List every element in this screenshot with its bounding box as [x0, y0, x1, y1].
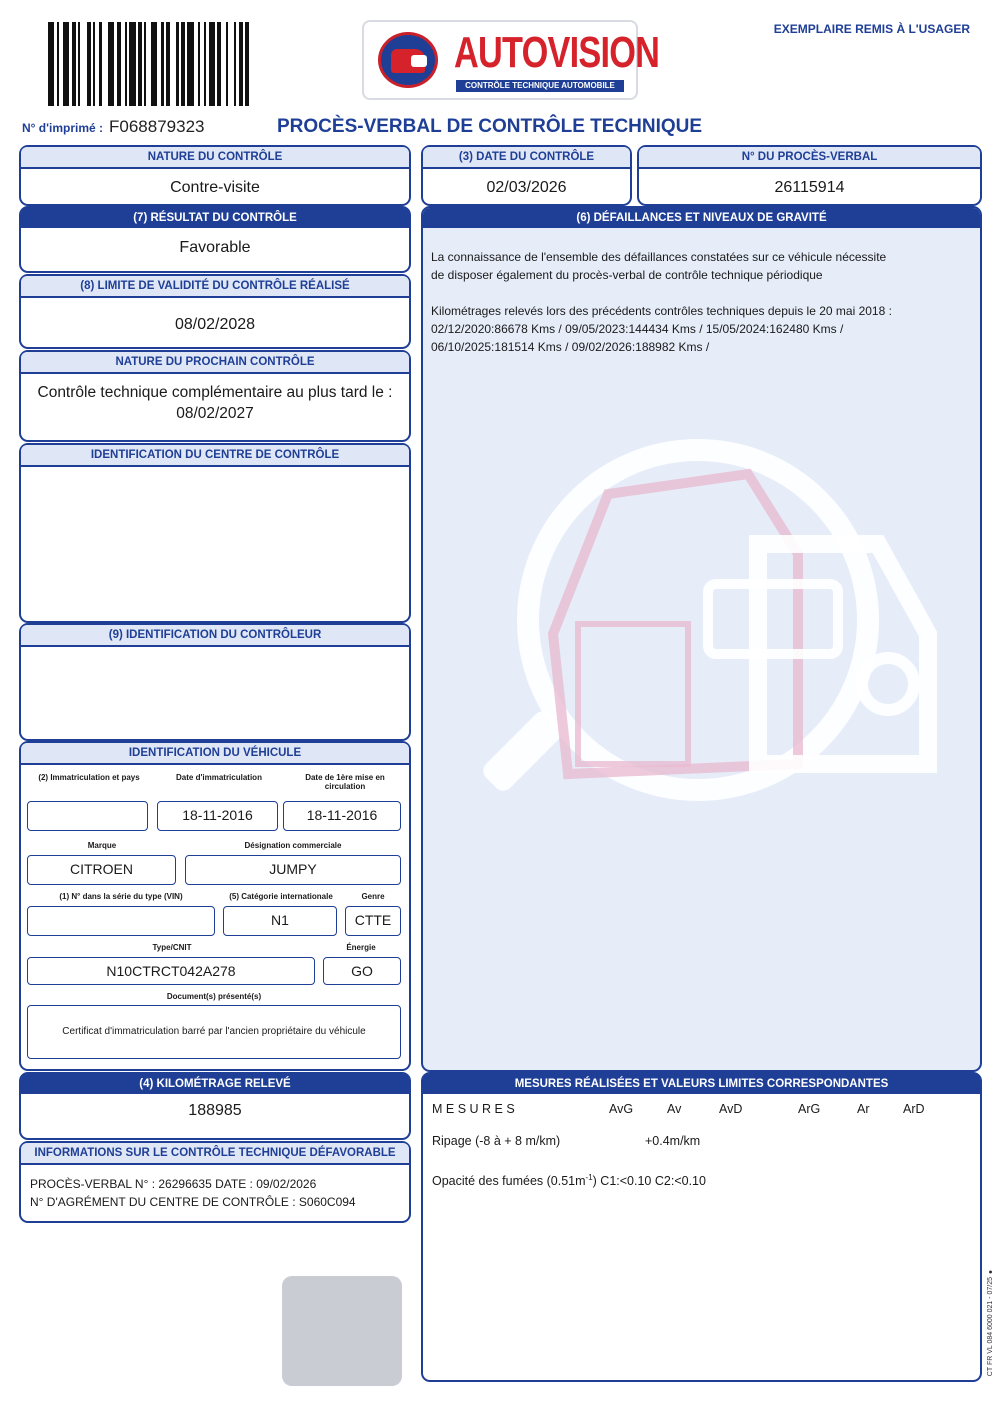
car-magnifier-icon: [378, 32, 438, 88]
unfavorable-info-label: INFORMATIONS SUR LE CONTRÔLE TECHNIQUE DÉFAVORABLE: [21, 1143, 409, 1165]
energy-field: GO: [323, 957, 401, 985]
type-field: N10CTRCT042A278: [27, 957, 315, 985]
next-control-line2: 08/02/2027: [176, 405, 254, 422]
measures-box: [421, 1072, 982, 1382]
genre-label: Genre: [361, 892, 385, 901]
unfavorable-info-text: [21, 1165, 409, 1211]
unfavorable-center-line: N° D'AGRÉMENT DU CENTRE DE CONTRÔLE : S060C094: [30, 1195, 356, 1209]
energy-label: Énergie: [346, 943, 376, 952]
car-magnifier-watermark: [458, 434, 954, 864]
ripage-value: +0.4m/km: [645, 1134, 701, 1148]
next-control-line1: Contrôle technique complémentaire au plus tard le :: [37, 384, 393, 401]
opacity-label: Opacité des fumées (0.51m: [432, 1174, 586, 1189]
copy-label: EXEMPLAIRE REMIS À L'USAGER: [773, 22, 970, 36]
logo-wordmark: AUTOVISION: [454, 28, 660, 77]
result-label: (7) RÉSULTAT DU CONTRÔLE: [21, 208, 409, 228]
registration-date-field: 18-11-2016: [157, 801, 278, 831]
measure-col-av: Av: [667, 1102, 682, 1116]
print-number-value: F068879323: [109, 117, 205, 136]
nature-value: Contre-visite: [170, 179, 260, 196]
defects-label: (6) DÉFAILLANCES ET NIVEAUX DE GRAVITÉ: [423, 208, 980, 228]
defects-para1-line2: de disposer également du procès-verbal de contrôle technique périodique: [431, 268, 823, 282]
next-control-value: [21, 382, 409, 424]
measure-col-avg: AvG: [609, 1102, 634, 1116]
control-date-box: [421, 145, 632, 206]
result-value: Favorable: [179, 239, 251, 256]
pv-number-box: [637, 145, 982, 206]
brand-label: Marque: [87, 841, 117, 850]
ripage-label: Ripage (-8 à + 8 m/km): [432, 1134, 561, 1148]
page-title: PROCÈS-VERBAL DE CONTRÔLE TECHNIQUE: [277, 116, 703, 137]
documents-field: Certificat d'immatriculation barré par l'ancien propriétaire du véhicule: [27, 1005, 401, 1059]
documents-label: Document(s) présenté(s): [166, 992, 262, 1001]
registration-field: [27, 801, 148, 831]
form-reference: CT FR VL 084 6000 021 - 07/25 ●: [987, 1267, 994, 1376]
defects-para2-line3: 06/10/2025:181514 Kms / 09/02/2026:188982 Kms /: [431, 340, 710, 354]
center-box: [19, 443, 411, 623]
control-date-value: 02/03/2026: [486, 179, 567, 196]
brand-field: CITROEN: [27, 855, 176, 885]
control-date-label: (3) DATE DU CONTRÔLE: [423, 147, 630, 169]
vehicle-label: IDENTIFICATION DU VÉHICULE: [21, 743, 409, 765]
unfavorable-pv-line: PROCÈS-VERBAL N° : 26296635 DATE : 09/02/2026: [30, 1177, 317, 1191]
nature-label: NATURE DU CONTRÔLE: [21, 147, 409, 169]
mileage-box: [19, 1072, 411, 1140]
logo-subtitle: CONTRÔLE TECHNIQUE AUTOMOBILE: [456, 80, 624, 92]
center-label: IDENTIFICATION DU CENTRE DE CONTRÔLE: [21, 445, 409, 467]
type-label: Type/CNIT: [152, 943, 192, 952]
measure-col-ar: Ar: [857, 1102, 870, 1116]
vehicle-box: [19, 741, 411, 1071]
defects-para2-line2: 02/12/2020:86678 Kms / 09/05/2023:144434 Kms / 15/05/2024:162480 Kms /: [431, 322, 844, 336]
opacity-text: [432, 1173, 706, 1188]
opacity-values: ) C1:<0.10 C2:<0.10: [592, 1174, 706, 1189]
validity-box: [19, 274, 411, 349]
mileage-label: (4) KILOMÉTRAGE RELEVÉ: [21, 1074, 409, 1094]
unfavorable-info-box: [19, 1141, 411, 1223]
vin-label: (1) N° dans la série du type (VIN): [59, 892, 183, 901]
designation-label: Désignation commerciale: [244, 841, 342, 850]
registration-label: (2) Immatriculation et pays: [38, 773, 140, 782]
opacity-exponent: -1: [585, 1173, 593, 1182]
inspector-box: [19, 623, 411, 741]
measures-title: M E S U R E S: [432, 1102, 515, 1116]
pv-number-label: N° DU PROCÈS-VERBAL: [639, 147, 980, 169]
defects-para1-line1: La connaissance de l'ensemble des défaillances constatées sur ce véhicule nécessite: [431, 250, 887, 264]
genre-field: CTTE: [345, 906, 401, 936]
measure-col-arg: ArG: [798, 1102, 821, 1116]
barcode: [48, 22, 256, 106]
defects-text: [431, 248, 892, 356]
validity-value: 08/02/2028: [174, 316, 256, 333]
print-number: [22, 117, 204, 137]
inspector-label: (9) IDENTIFICATION DU CONTRÔLEUR: [21, 625, 409, 647]
hologram-stamp: [282, 1276, 402, 1386]
circulation-date-label: Date de 1ère mise en circulation: [305, 773, 385, 791]
next-control-box: [19, 350, 411, 442]
category-field: N1: [223, 906, 337, 936]
mileage-value: 188985: [188, 1102, 242, 1119]
vin-field: [27, 906, 215, 936]
registration-date-label: Date d'immatriculation: [176, 773, 262, 782]
defects-para2-line1: Kilométrages relevés lors des précédents contrôles techniques depuis le 20 mai 2018 :: [431, 304, 892, 318]
defects-box: [421, 206, 982, 1072]
designation-field: JUMPY: [185, 855, 401, 885]
next-control-label: NATURE DU PROCHAIN CONTRÔLE: [21, 352, 409, 374]
autovision-logo: [362, 20, 660, 100]
category-label: (5) Catégorie internationale: [229, 892, 333, 901]
print-number-label: N° d'imprimé :: [22, 121, 103, 135]
result-box: [19, 206, 411, 273]
nature-box: [19, 145, 411, 206]
measure-col-avd: AvD: [719, 1102, 743, 1116]
validity-label: (8) LIMITE DE VALIDITÉ DU CONTRÔLE RÉALISÉ: [21, 276, 409, 298]
circulation-date-field: 18-11-2016: [283, 801, 401, 831]
pv-number-value: 26115914: [774, 179, 845, 196]
measure-col-ard: ArD: [903, 1102, 925, 1116]
measures-label: MESURES RÉALISÉES ET VALEURS LIMITES CORRESPONDANTES: [423, 1074, 980, 1094]
